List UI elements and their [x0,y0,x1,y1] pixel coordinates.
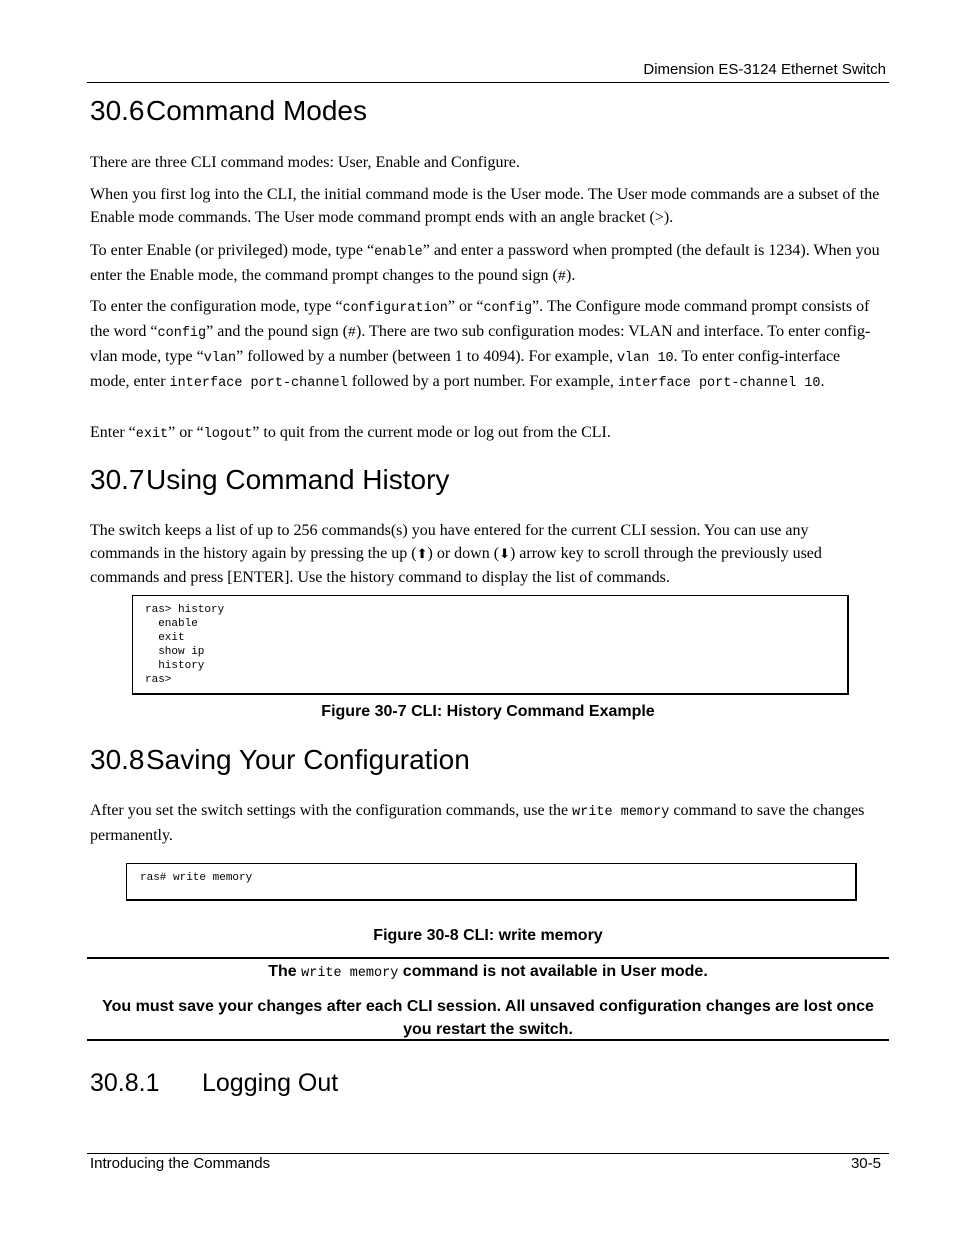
inline-code: write memory [301,966,399,981]
paragraph: There are three CLI command modes: User, Enable and Configure. [90,154,520,171]
text: ) arrow key to scroll through the previously used commands and press [ENTER]. Use the history command to display the list of commands. [90,545,822,586]
inline-code: exit [135,427,169,442]
text: . [820,373,825,390]
code-example-history [132,595,849,695]
paragraph [90,239,880,289]
footer-chapter: Introducing the Commands [90,1155,271,1172]
heading-title: Saving Your Configuration [146,744,470,775]
inline-code: config [483,301,533,316]
text: ). There are two sub configuration modes: VLAN and interface. To enter config-vlan mode, type “ [90,323,871,365]
code-example-write-memory [126,863,857,901]
heading-30-8-1 [90,1069,338,1098]
heading-title: Using Command History [146,464,450,495]
text: ” and enter a password when prompted (the default is 1234). When you enter the Enable mode, the command prompt changes to the pound sign ( [90,242,880,284]
down-arrow-icon: ⬇ [499,547,510,562]
text: ” to quit from the current mode or log out from the CLI. [252,424,611,441]
text: The switch keeps a list of up to 256 commands(s) you have entered for the current CLI session. You can use any commands in the history again by pressing the up ( [90,522,809,562]
figure-caption: Figure 30-7 CLI: History Command Example [321,703,655,720]
inline-code: logout [203,427,253,442]
paragraph: When you first log into the CLI, the initial command mode is the User mode. The User mode commands are a subset of the Enable mode commands. The User mode command prompt ends with an angle bracket (>). [90,186,880,226]
heading-number: 30.8.1 [90,1069,160,1097]
heading-number: 30.6 [90,95,145,126]
note-box [87,957,889,1041]
text: ”. The Configure mode command prompt consists of the word “ [90,298,870,340]
paragraph [90,295,880,395]
inline-code: # [347,326,356,341]
figure-caption: Figure 30-8 CLI: write memory [373,927,603,944]
text: ). [565,267,576,284]
inline-code: write memory [572,805,670,820]
inline-code: enable [374,245,423,260]
text: ” or “ [447,298,484,315]
note-line-2: You must save your changes after each CLI session. All unsaved configuration changes are lost once you restart the switch. [102,998,874,1038]
code-listing: ras> history enable exit show ip history ras> [145,604,225,686]
heading-number: 30.8 [90,744,145,775]
text: The [268,963,302,980]
text: To enter Enable (or privileged) mode, type “ [90,242,375,259]
text: ” and the pound sign ( [206,323,348,340]
heading-30-7 [90,464,449,496]
text: ) or down ( [427,545,500,562]
inline-code: configuration [342,301,448,316]
page-number: 30-5 [850,1155,881,1172]
code-listing: ras# write memory [140,872,253,884]
text: followed by a port number. For example, [347,373,618,390]
footer-divider [87,1153,889,1154]
heading-30-8 [90,744,470,776]
heading-title: Logging Out [202,1069,339,1097]
text: After you set the switch settings with the configuration commands, use the [90,802,573,819]
up-arrow-icon: ⬆ [416,547,428,562]
paragraph [90,519,880,589]
paragraph [90,799,880,847]
text: Enter “ [90,424,136,441]
text: . To enter config-interface mode, enter [90,348,841,390]
heading-30-6 [90,95,367,127]
text: ” or “ [168,424,204,441]
inline-code: # [557,270,566,285]
text: command is not available in User mode. [398,963,708,980]
heading-title: Command Modes [146,95,367,126]
text: command to save the changes permanently. [90,802,865,844]
inline-code: interface port-channel [169,376,348,391]
running-header: Dimension ES-3124 Ethernet Switch [643,61,886,78]
inline-code: vlan 10 [616,351,674,366]
header-divider [87,82,889,83]
inline-code: vlan [203,351,237,366]
note-line-1 [87,963,889,981]
text: To enter the configuration mode, type “ [90,298,343,315]
inline-code: interface port-channel 10 [617,376,821,391]
text: ” followed by a number (between 1 to 4094). For example, [236,348,617,365]
heading-number: 30.7 [90,464,145,495]
inline-code: config [157,326,207,341]
paragraph [90,421,880,446]
